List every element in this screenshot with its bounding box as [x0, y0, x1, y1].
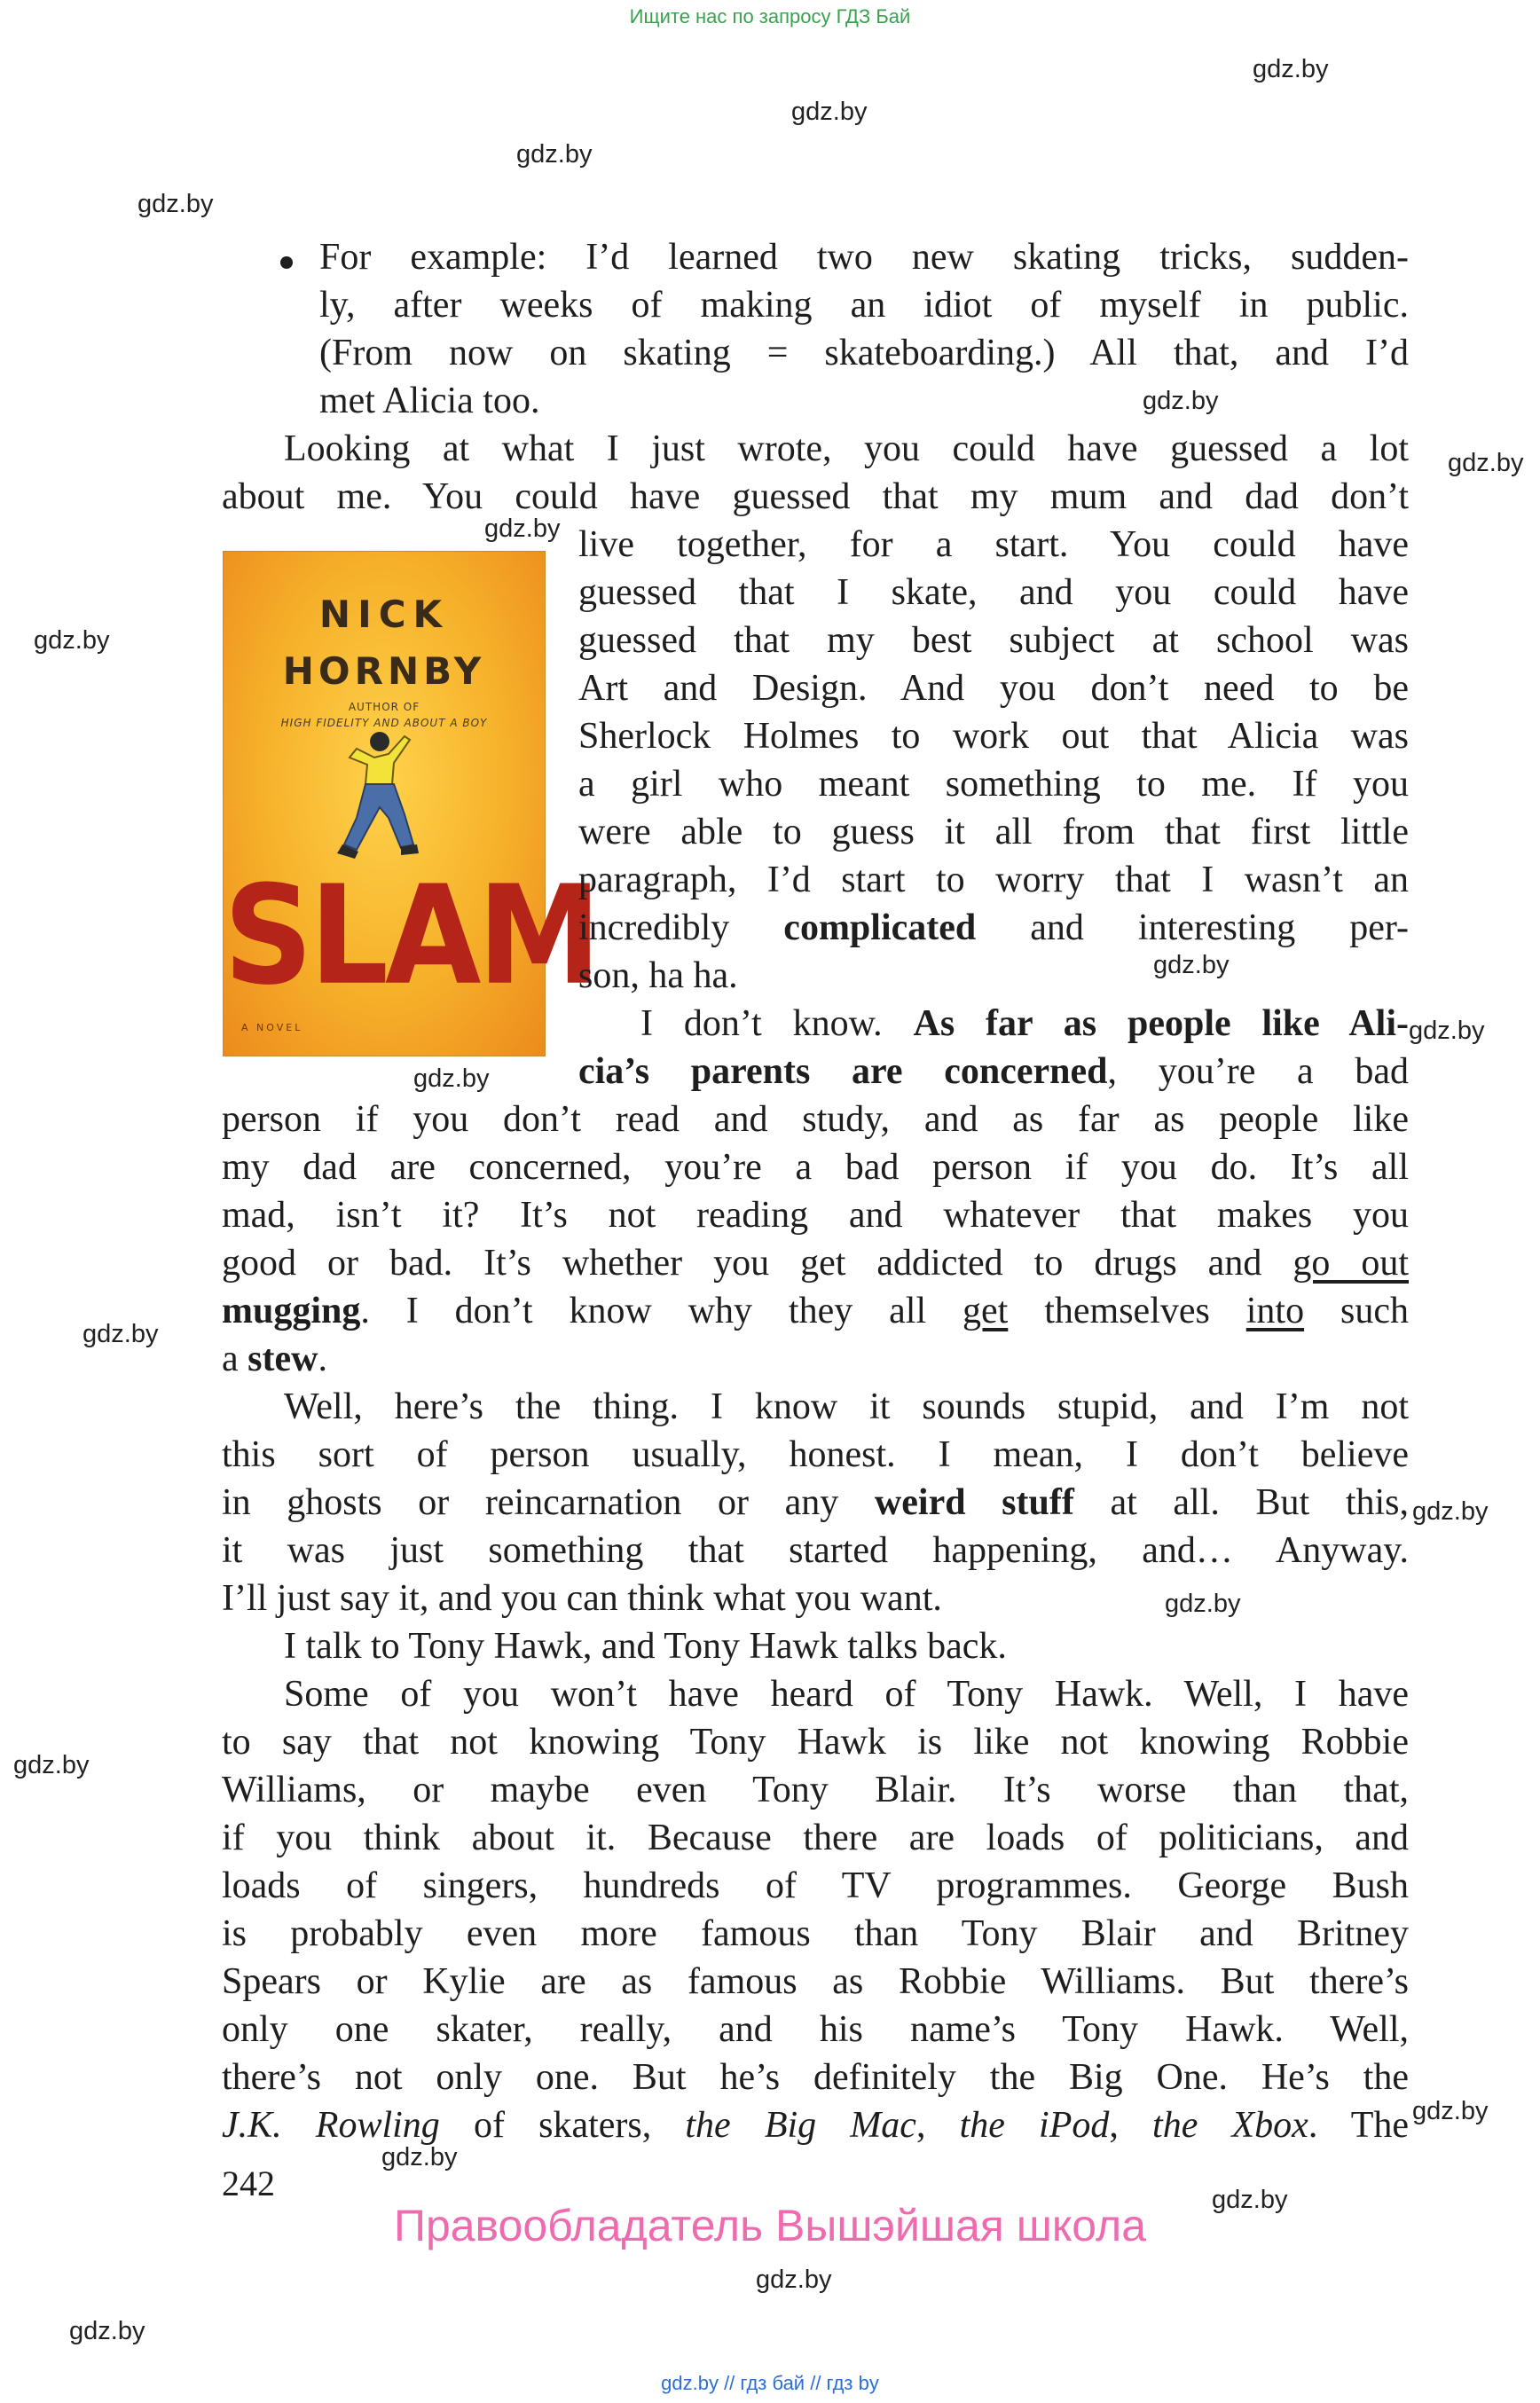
- text-line: a girl who meant something to me. If you: [578, 764, 1409, 805]
- text-line: J.K. Rowling of skaters, the Big Mac, the iPod, the Xbox. The: [222, 2105, 1409, 2146]
- watermark: gdz.by: [1412, 1497, 1489, 1526]
- text-line: this sort of person usually, honest. I mean, I don’t believe: [222, 1434, 1409, 1475]
- watermark: gdz.by: [13, 1751, 90, 1779]
- text-line: Spears or Kylie are as famous as Robbie Williams. But there’s: [222, 1961, 1409, 2002]
- text-line: I talk to Tony Hawk, and Tony Hawk talks back.: [284, 1626, 1007, 1667]
- text-line: Williams, or maybe even Tony Blair. It’s worse than that,: [222, 1770, 1409, 1810]
- text-line: there’s not only one. But he’s definitely the Big One. He’s the: [222, 2057, 1409, 2098]
- text-line: to say that not knowing Tony Hawk is like not knowing Robbie: [222, 1722, 1409, 1763]
- text-line: guessed that my best subject at school was: [578, 620, 1409, 661]
- text-line: if you think about it. Because there are loads of politicians, and: [222, 1818, 1409, 1858]
- watermark: gdz.by: [1448, 449, 1524, 477]
- watermark: gdz.by: [516, 140, 593, 169]
- text-line: good or bad. It’s whether you get addicted to drugs and go out: [222, 1243, 1410, 1284]
- cover-subtitle-line1: AUTHOR OF: [348, 701, 420, 713]
- watermark: gdz.by: [34, 626, 110, 655]
- book-cover-image: [224, 552, 598, 1056]
- watermark: gdz.by: [791, 98, 868, 126]
- text-line: is probably even more famous than Tony Blair and Britney: [222, 1913, 1409, 1954]
- text-line: it was just something that started happening, and… Anyway.: [222, 1530, 1409, 1571]
- text-line: about me. You could have guessed that my mum and dad don’t: [222, 476, 1409, 517]
- cover-subtitle-line2: HIGH FIDELITY AND ABOUT A BOY: [280, 717, 488, 729]
- text-line: person if you don’t read and study, and as far as people like: [222, 1099, 1409, 1140]
- text-line: guessed that I skate, and you could have: [578, 572, 1409, 613]
- watermark: gdz.by: [1143, 387, 1219, 415]
- text-line: my dad are concerned, you’re a bad person if you do. It’s all: [222, 1147, 1409, 1188]
- text-line: paragraph, I’d start to worry that I wasn’t an: [578, 860, 1409, 900]
- text-line: mad, isn’t it? It’s not reading and whatever that makes you: [222, 1195, 1409, 1236]
- text-line: cia’s parents are concerned, you’re a bad: [578, 1051, 1409, 1092]
- text-line: ly, after weeks of making an idiot of myself in public.: [319, 285, 1409, 326]
- text-line: Well, here’s the thing. I know it sounds stupid, and I’m not: [284, 1386, 1409, 1427]
- cover-author-last: HORNBY: [282, 649, 486, 693]
- text-line: son, ha ha.: [578, 955, 738, 996]
- text-line: live together, for a start. You could have: [578, 524, 1409, 565]
- text-line: For example: I’d learned two new skating tricks, sudden-: [319, 237, 1409, 278]
- text-line: Some of you won’t have heard of Tony Hawk. Well, I have: [284, 1674, 1409, 1715]
- text-line: were able to guess it all from that first little: [578, 812, 1409, 852]
- text-line: only one skater, really, and his name’s Tony Hawk. Well,: [222, 2009, 1409, 2050]
- footer-links[interactable]: gdz.by // гдз бай // гдз by: [661, 2372, 879, 2394]
- watermark: gdz.by: [381, 2143, 458, 2171]
- text-line: met Alicia too.: [319, 381, 540, 421]
- watermark: gdz.by: [1409, 1017, 1485, 1045]
- watermark: gdz.by: [1253, 55, 1329, 83]
- text-line: Sherlock Holmes to work out that Alicia was: [578, 716, 1409, 757]
- watermark: gdz.by: [1165, 1590, 1241, 1618]
- text-line: I’ll just say it, and you can think what you want.: [222, 1578, 942, 1619]
- text-line: Looking at what I just wrote, you could have guessed a lot: [284, 428, 1409, 469]
- watermark: gdz.by: [1412, 2097, 1489, 2125]
- text-line: (From now on skating = skateboarding.) All that, and I’d: [319, 333, 1409, 373]
- cover-title: SLAM: [224, 856, 598, 1017]
- watermark: gdz.by: [138, 190, 214, 218]
- text-line: Art and Design. And you don’t need to be: [578, 668, 1409, 709]
- text-line: a stew.: [222, 1339, 327, 1379]
- watermark: gdz.by: [1153, 951, 1230, 979]
- watermark: gdz.by: [484, 514, 561, 543]
- page-number: 242: [222, 2163, 275, 2203]
- rights-holder: Правообладатель Вышэйшая школа: [394, 2201, 1146, 2250]
- text-line: I don’t know. As far as people like Ali-: [640, 1003, 1409, 1044]
- text-line: in ghosts or reincarnation or any weird stuff at all. But this,: [222, 1482, 1410, 1523]
- watermark: gdz.by: [82, 1320, 159, 1348]
- cover-author-first: NICK: [318, 593, 450, 636]
- watermark: gdz.by: [69, 2317, 145, 2345]
- watermark: gdz.by: [756, 2266, 832, 2294]
- text-line: loads of singers, hundreds of TV programmes. George Bush: [222, 1865, 1409, 1906]
- bullet-point: [280, 256, 293, 269]
- text-line: mugging. I don’t know why they all get themselves into such: [222, 1291, 1409, 1331]
- cover-novel-label: A NOVEL: [241, 1022, 303, 1033]
- watermark: gdz.by: [1212, 2186, 1288, 2214]
- text-line: incredibly complicated and interesting per-: [578, 907, 1409, 948]
- top-banner[interactable]: Ищите нас по запросу ГДЗ Бай: [629, 5, 911, 27]
- watermark: gdz.by: [413, 1064, 490, 1093]
